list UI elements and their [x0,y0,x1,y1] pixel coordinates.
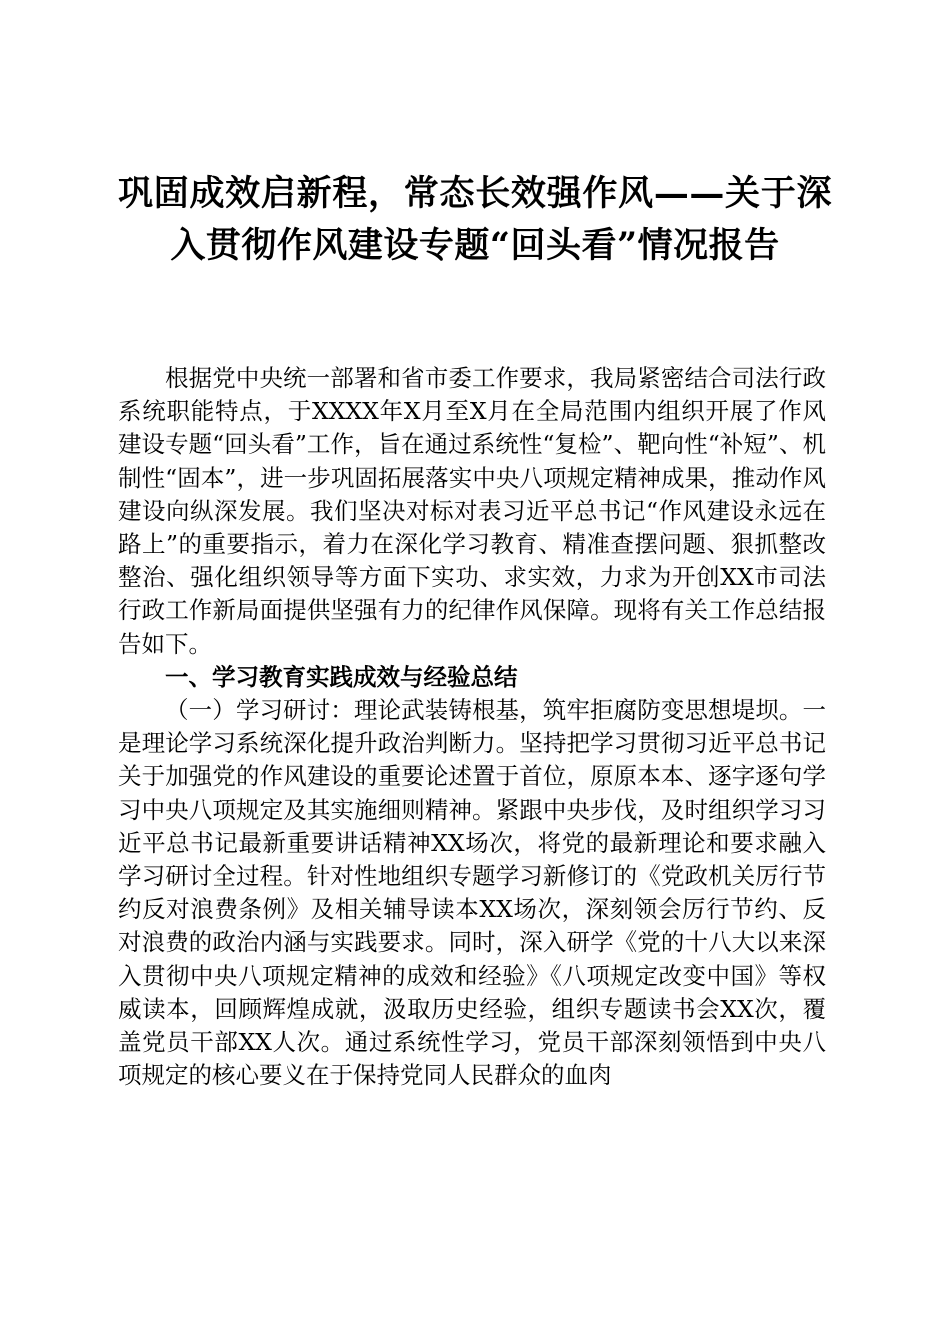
intro-paragraph: 根据党中央统一部署和省市委工作要求，我局紧密结合司法行政系统职能特点，于XXXX年X月至X月在全局范围内组织开展了作风建设专题“回头看”工作，旨在通过系统性“复检”、靶向性“补短”、机制性“固本”，进一步巩固拓展落实中央八项规定精神成果，推动作风建设向纵深发展。我们坚决对标对表习近平总书记“作风建设永远在路上”的重要指示，着力在深化学习教育、精准查摆问题、狠抓整改整治、强化组织领导等方面下实功、求实效，力求为开创XX市司法行政工作新局面提供坚强有力的纪律作风保障。现将有关工作总结报告如下。 [118,364,826,658]
section-1-heading: 一、学习教育实践成效与经验总结 [165,662,518,691]
document-body [118,362,826,1092]
title-line-1: 巩固成效启新程，常态长效强作风——关于深 [118,173,832,214]
section-1-paragraph-1: （一）学习研讨：理论武装铸根基，筑牢拒腐防变思想堤坝。一是理论学习系统深化提升政治判断力。坚持把学习贯彻习近平总书记关于加强党的作风建设的重要论述置于首位，原原本本、逐字逐句学习中央八项规定及其实施细则精神。紧跟中央步伐，及时组织学习习近平总书记最新重要讲话精神XX场次，将党的最新理论和要求融入学习研讨全过程。针对性地组织专题学习新修订的《党政机关厉行节约反对浪费条例》及相关辅导读本XX场次，深刻领会厉行节约、反对浪费的政治内涵与实践要求。同时，深入研学《党的十八大以来深入贯彻中央八项规定精神的成效和经验》《八项规定改变中国》等权威读本，回顾辉煌成就，汲取历史经验，组织专题读书会XX次，覆盖党员干部XX人次。通过系统性学习，党员干部深刻领悟到中央八项规定的核心要义在于保持党同人民群众的血肉 [118,696,826,1090]
title-line-2: 入贯彻作风建设专题“回头看”情况报告 [170,225,780,266]
page-title [118,168,832,272]
